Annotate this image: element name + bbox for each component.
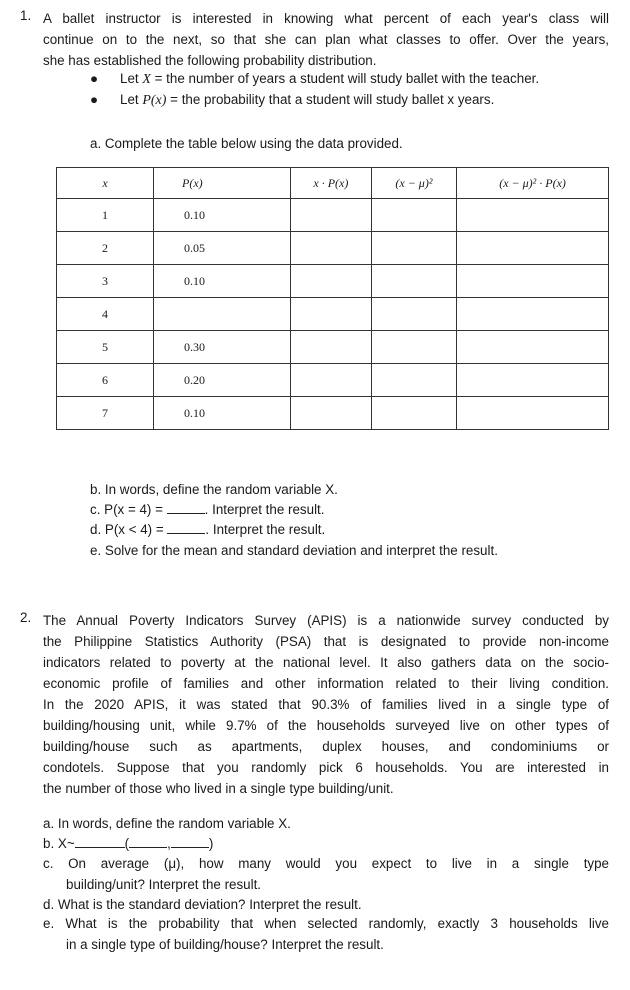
q2-number: 2. [20,610,32,625]
cell-blank[interactable] [457,364,609,397]
q2-part-b: b. X~ ( , ) [43,836,214,851]
cell-blank[interactable] [457,397,609,430]
cell-x: 6 [57,364,154,397]
cell-blank[interactable] [291,199,372,232]
cell-px: 0.10 [154,199,291,232]
answer-blank-p[interactable] [171,835,209,848]
header-px: P(x) [154,168,291,199]
cell-x: 5 [57,331,154,364]
q1-intro-line: continue on to the next, so that she can plan what classes to offer. Over the years, [43,32,609,47]
q1-intro [43,8,609,71]
q1-part-a: a. Complete the table below using the data provided. [90,136,403,151]
table-header-row [57,168,609,199]
q1-part-c: c. P(x = 4) = . Interpret the result. [90,502,325,517]
cell-blank[interactable] [291,232,372,265]
q1-number: 1. [20,8,32,23]
q1-bullet-x: ● Let X = the number of years a student will study ballet with the teacher. [90,71,540,87]
q1-part-d: d. P(x < 4) = . Interpret the result. [90,522,326,537]
q2-part-e: e. What is the probability that when selected randomly, exactly 3 households live in a single type of building/house? Interpret the result. [43,916,609,952]
cell-x: 7 [57,397,154,430]
header-x-times-px: x · P(x) [291,168,372,199]
cell-px: 0.05 [154,232,291,265]
table-row [57,331,609,364]
cell-blank[interactable] [371,397,456,430]
cell-blank[interactable] [457,265,609,298]
q1-intro-line: A ballet instructor is interested in knowing what percent of each year's class will [43,11,609,26]
cell-x: 4 [57,298,154,331]
q2-line: The Annual Poverty Indicators Survey (APIS) is a nationwide survey conducted by [43,613,609,628]
cell-px: 0.20 [154,364,291,397]
cell-blank[interactable] [457,298,609,331]
cell-blank[interactable] [291,331,372,364]
table-row [57,298,609,331]
q2-line: the Philippine Statistics Authority (PSA) that is designated to provide non-income [43,634,609,649]
q1-part-b: b. In words, define the random variable X. [90,482,338,497]
cell-blank[interactable] [371,298,456,331]
cell-blank[interactable] [371,265,456,298]
cell-blank[interactable] [371,364,456,397]
q2-paragraph [43,610,609,799]
answer-blank-c[interactable] [167,501,205,514]
q2-line: In the 2020 APIS, it was stated that 90.3% of families lived in a single type of [43,697,609,712]
cell-blank[interactable] [371,199,456,232]
table-row [57,397,609,430]
cell-px: 0.10 [154,265,291,298]
q2-line: building/house such as apartments, duplex houses, and condominiums or [43,739,609,754]
cell-blank[interactable] [291,364,372,397]
q2-line: condotels. Suppose that you randomly pick 6 households. You are interested in [43,760,609,775]
probability-table [56,167,609,430]
q2-part-c: c. On average (μ), how many would you expect to live in a single type building/unit? Interpret the result. [43,856,609,892]
q2-line: building/housing unit, while 9.7% of the households surveyed live on other types of [43,718,609,733]
q1-intro-line: she has established the following probability distribution. [43,53,377,68]
cell-blank[interactable] [371,232,456,265]
header-weighted-deviation: (x − μ)² · P(x) [457,168,609,199]
cell-blank[interactable] [457,199,609,232]
table-row [57,265,609,298]
q2-line: the number of those who lived in a single type building/unit. [43,781,394,796]
q2-part-a: a. In words, define the random variable X. [43,816,291,831]
q1-part-e: e. Solve for the mean and standard deviation and interpret the result. [90,543,498,558]
q2-line: indicators related to poverty at the national level. It also gathers data on the socio- [43,655,609,670]
answer-blank-distribution[interactable] [75,835,125,848]
table-row [57,232,609,265]
header-deviation-squared: (x − μ)² [371,168,456,199]
cell-x: 3 [57,265,154,298]
cell-px-missing[interactable] [154,298,291,331]
q2-line: economic profile of families and other information related to their living condition. [43,676,609,691]
table-row [57,199,609,232]
q2-part-d: d. What is the standard deviation? Interpret the result. [43,897,362,912]
cell-x: 2 [57,232,154,265]
answer-blank-d[interactable] [167,521,205,534]
cell-px: 0.10 [154,397,291,430]
cell-px: 0.30 [154,331,291,364]
q1-bullet-px: ● Let P(x) = the probability that a student will study ballet x years. [90,92,495,108]
table-row [57,364,609,397]
cell-x: 1 [57,199,154,232]
cell-blank[interactable] [457,331,609,364]
cell-blank[interactable] [291,298,372,331]
answer-blank-n[interactable] [129,835,167,848]
cell-blank[interactable] [291,397,372,430]
header-x: x [57,168,154,199]
cell-blank[interactable] [291,265,372,298]
cell-blank[interactable] [371,331,456,364]
cell-blank[interactable] [457,232,609,265]
